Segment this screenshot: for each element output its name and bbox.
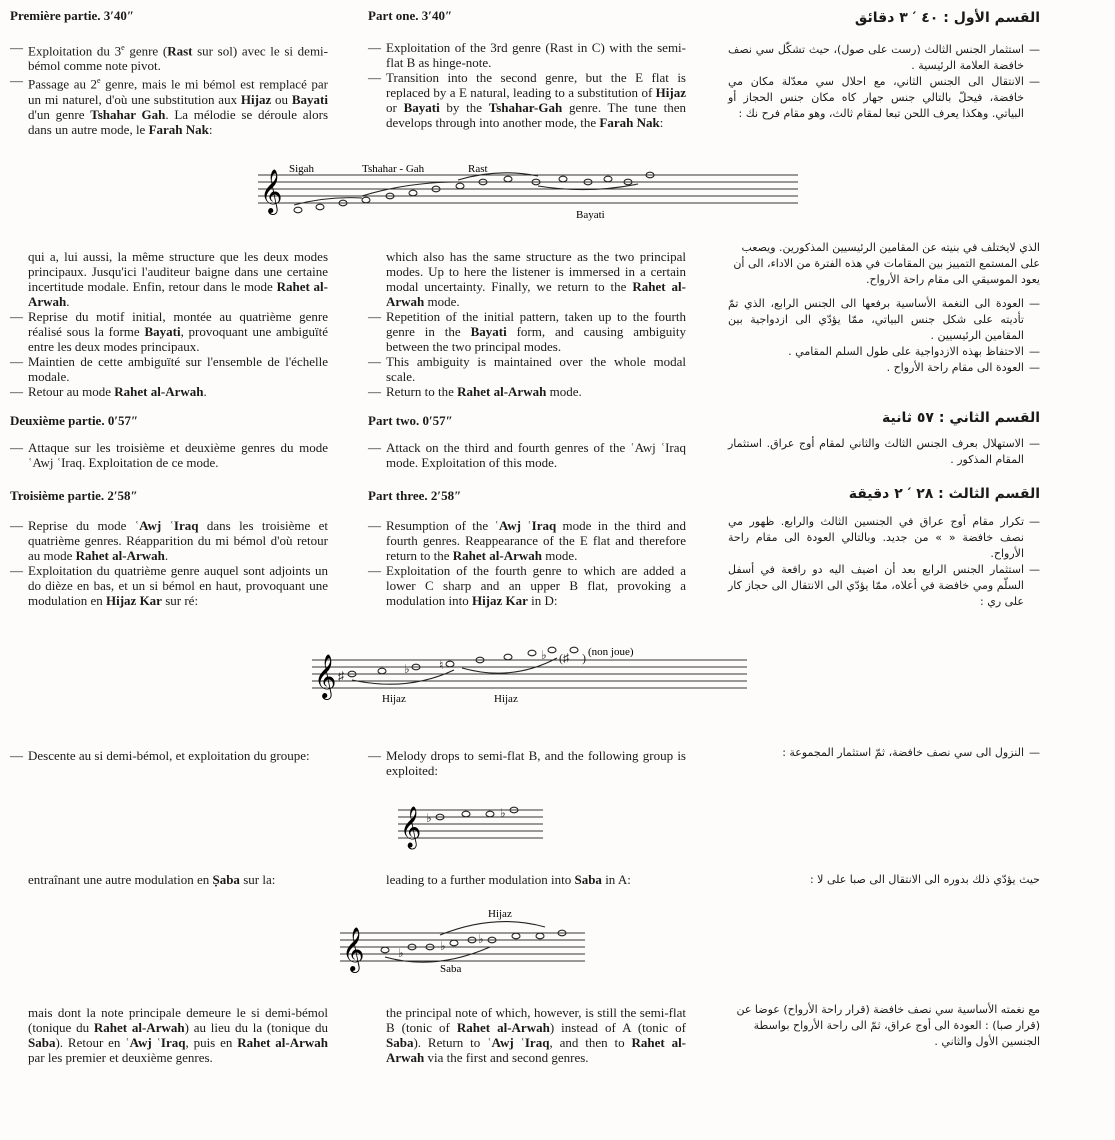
part1-arabic	[728, 10, 1040, 122]
part6-french	[10, 1005, 328, 1065]
part3-french	[10, 488, 328, 608]
part1b-french-item-1: — Reprise du motif initial, montée au quatrième genre réalisé sous la forme Bayati, provoquant une ambiguïté entre les deux modes principaux.	[10, 309, 328, 354]
part2-french-item-1: — Attaque sur les troisième et deuxième genres du mode ʿAwj ʿIraq. Exploitation de ce mode.	[10, 440, 328, 470]
music-staff-4	[340, 905, 585, 975]
part4-english-item-1: — Melody drops to semi-flat B, and the following group is exploited:	[368, 748, 686, 778]
part1b-french-item-3: — Retour au mode Rahet al-Arwah.	[10, 384, 328, 399]
part1b-english-item-1: — Repetition of the initial pattern, taken up to the fourth genre in the Bayati form, and causing ambiguity between the two principal modes.	[368, 309, 686, 354]
svg-text:♭: ♭	[398, 946, 404, 960]
part2-english	[368, 413, 686, 470]
part1b-arabic	[728, 240, 1040, 376]
svg-text:♭: ♭	[404, 662, 410, 676]
part2-arabic-heading: القسم الثاني : ٥٧ ثانية	[882, 410, 1040, 426]
treble-clef-icon: 𝄞	[400, 807, 422, 847]
part4-french	[10, 748, 328, 763]
part1-english	[368, 8, 686, 130]
part1-english-item-1: — Exploitation of the 3rd genre (Rast in C) with the semi-flat B as hinge-note.	[368, 40, 686, 70]
svg-text:♮: ♮	[439, 658, 444, 672]
part1b-arabic-text: الذي لايختلف في بنيته عن المقامين الرئيسيين المذكورين. ويصعب على المستمع التمييز بين المقامات في هذه الفترة من الاداء، الى أن يعود الموسيقي الى مقام راحة الأرواح.	[733, 241, 1040, 286]
staff1-label-rast: Rast	[468, 163, 488, 175]
music-staff-1	[258, 160, 798, 220]
part3-french-item-1: — Reprise du mode ʿAwj ʿIraq dans les troisième et quatrième genres. Réapparition du mi bémol d'où retour au mode Rahet al-Arwah.	[10, 518, 328, 563]
treble-clef-icon: 𝄞	[260, 171, 283, 213]
part5-english-text: leading to a further modulation into Saba in A:	[386, 872, 631, 887]
part6-english	[368, 1005, 686, 1065]
part1b-arabic-item-1: — العودة الى النغمة الأساسية برفعها الى الجنس الرابع، الذي تمّ تأديته على شكل جنس البياتي، ممّا يؤدّي الى ازدواجية بين المقامين الرئيسيين .	[728, 296, 1040, 344]
part1b-english-item-2: — This ambiguity is maintained over the whole modal scale.	[368, 354, 686, 384]
part1-arabic-item-2: — الانتقال الى الجنس الثاني، مع احلال سي معدّلة مكان مي خافضة، فيحلّ بالتالي جنس جهار كاه مكان جنس الحجاز أو البياتي. وهكذا يعرف اللحن تبعا لمقام ثالث، وهو مقام فرح نك :	[728, 74, 1040, 122]
staff4-label-hijaz: Hijaz	[488, 908, 512, 920]
part1b-arabic-item-3: — العودة الى مقام راحة الأرواح .	[728, 360, 1040, 376]
part3-english-item-1: — Resumption of the ʿAwj ʿIraq mode in the third and fourth genres. Reappearance of the E flat and therefore return to the Rahet al-Arwah mode.	[368, 518, 686, 563]
staff2-label-hijaz-2: Hijaz	[494, 693, 518, 705]
staff2-label-non-joue: (non joue)	[588, 646, 634, 658]
part4-arabic-item-1: — النزول الى سي نصف خافضة، ثمّ استثمار المجموعة :	[728, 745, 1040, 761]
part4-french-item-1: — Descente au si demi-bémol, et exploitation du groupe:	[10, 748, 328, 763]
part1b-french-item-2: — Maintien de cette ambiguïté sur l'ensemble de l'échelle modale.	[10, 354, 328, 384]
part3-english-heading: Part three. 2′58″	[368, 488, 462, 503]
part1-french-item-1: — Exploitation du 3e genre (Rast sur sol) avec le si demi-bémol comme note pivot.	[10, 40, 328, 73]
svg-text:♭: ♭	[500, 806, 506, 820]
staff1-label-tshahar-gah: Tshahar - Gah	[362, 163, 425, 175]
part1-french	[10, 8, 328, 137]
part4-english	[368, 748, 686, 778]
part2-english-item-1: — Attack on the third and fourth genres of the ʿAwj ʿIraq mode. Exploitation of this mode.	[368, 440, 686, 470]
part2-english-heading: Part two. 0′57″	[368, 413, 453, 428]
part6-french-text: mais dont la note principale demeure le si demi-bémol (tonique du Rahet al-Arwah) au lieu du la (tonique du Saba). Retour en ʿAwj ʿIraq, puis en Rahet al-Arwah par les premier et deuxième genres.	[28, 1005, 329, 1065]
part5-arabic-text: حيث يؤدّي ذلك بدوره الى الانتقال الى صبا على لا :	[809, 873, 1040, 886]
part2-french-heading: Deuxième partie. 0′57″	[10, 413, 139, 428]
part3-arabic-item-2: — استثمار الجنس الرابع بعد أن اضيف اليه دو رافعة في أسفل السلّم ومي خافضة في أعلاه، ممّا يؤدّي الى الانتقال الى حجاز كار على ري :	[728, 562, 1040, 610]
svg-text:♭: ♭	[440, 939, 446, 953]
part5-french	[10, 872, 328, 887]
part1-english-heading: Part one. 3′40″	[368, 8, 453, 23]
part1b-english	[368, 249, 686, 399]
part1b-english-item-3: — Return to the Rahet al-Arwah mode.	[368, 384, 686, 399]
staff2-label-hijaz-1: Hijaz	[382, 693, 406, 705]
part1b-french-text: qui a, lui aussi, la même structure que les deux modes principaux. Jusqu'ici l'auditeur baigne dans une certaine incertitude modale. Enfin, retour dans le mode Rahet al-Arwah.	[28, 249, 328, 309]
part3-english	[368, 488, 686, 608]
music-staff-3	[398, 800, 543, 850]
part1-english-item-2: — Transition into the second genre, but the E flat is replaced by a E natural, leading to a substitution of Hijaz or Bayati by the Tshahar-Gah genre. The tune then develops through into another mode, the Farah Nak:	[368, 70, 686, 130]
svg-text:(♯: (♯	[559, 651, 569, 665]
staff1-label-bayati: Bayati	[576, 209, 605, 221]
svg-text:♭: ♭	[478, 932, 484, 946]
part5-french-text: entraînant une autre modulation en Ṣaba sur la:	[28, 872, 276, 887]
part4-arabic	[728, 745, 1040, 761]
svg-text:♭: ♭	[541, 648, 547, 662]
part3-french-heading: Troisième partie. 2′58″	[10, 488, 138, 503]
part1b-french	[10, 249, 328, 399]
part1b-english-text: which also has the same structure as the two principal modes. Up to here the listener is immersed in a certain modal uncertainty. Finally, we return to the Rahet al-Arwah mode.	[386, 249, 686, 309]
part2-french	[10, 413, 328, 470]
part3-french-item-2: — Exploitation du quatrième genre auquel sont adjoints un do dièze en bas, et un si bémol en haut, provoquant une modulation en Hijaz Kar sur ré:	[10, 563, 328, 608]
part1b-arabic-item-2: — الاحتفاظ بهذه الازدواجية على طول السلم المقامي .	[728, 344, 1040, 360]
treble-clef-icon: 𝄞	[342, 929, 365, 971]
treble-clef-icon: 𝄞	[314, 656, 337, 698]
part5-english	[368, 872, 686, 887]
part6-arabic-text: مع نغمته الأساسية سي نصف خافضة (قرار راحة الأرواح) عوضا عن (قرار صبا) : العودة الى أوج عراق، ثمّ الى راحة الأرواح بواسطة الجنسين الأول والثاني .	[736, 1003, 1040, 1048]
part6-arabic	[728, 1002, 1040, 1050]
part3-arabic-item-1: — تكرار مقام أوج عراق في الجنسين الثالث والرابع. ظهور مي نصف خافضة « » من جديد. وبالتالي العودة الى مقام راحة الأرواح.	[728, 514, 1040, 562]
part3-english-item-2: — Exploitation of the fourth genre to which are added a lower C sharp and an upper B flat, provoking a modulation into Hijaz Kar in D:	[368, 563, 686, 608]
part3-arabic	[728, 486, 1040, 610]
staff1-label-sigah: Sigah	[289, 163, 315, 175]
part1-arabic-heading: القسم الأول : ٤٠ ′ ٣ دقائق	[854, 10, 1040, 26]
part2-arabic	[728, 410, 1040, 468]
part1-french-heading: Première partie. 3′40″	[10, 8, 135, 23]
music-staff-2	[312, 640, 747, 706]
part3-arabic-heading: القسم الثالث : ٢٨ ′ ٢ دقيقة	[848, 486, 1040, 502]
part6-english-text: the principal note of which, however, is still the semi-flat B (tonic of Rahet al-Arwah) instead of A (tonic of Saba). Return to ʿAwj ʿIraq, and then to Rahet al-Arwah via the first and second genres.	[386, 1005, 687, 1065]
svg-text:♯: ♯	[338, 669, 344, 683]
part5-arabic	[728, 872, 1040, 888]
part1-french-item-2: — Passage au 2e genre, mais le mi bémol est remplacé par un mi naturel, d'où une substitution aux Hijaz ou Bayati d'un genre Tshahar Gah. La mélodie se déroule alors dans un autre mode, le Farah Nak:	[10, 73, 328, 136]
svg-text:): )	[582, 651, 586, 665]
staff4-label-saba: Saba	[440, 963, 462, 975]
svg-text:♭: ♭	[426, 811, 432, 825]
part1-arabic-item-1: — استثمار الجنس الثالث (رست على صول)، حيث تشكّل سي نصف خافضة العلامة الرئيسية .	[728, 42, 1040, 74]
part2-arabic-item-1: — الاستهلال بعرف الجنس الثالث والثاني لمقام أوج عراق. استثمار المقام المذكور .	[728, 436, 1040, 468]
